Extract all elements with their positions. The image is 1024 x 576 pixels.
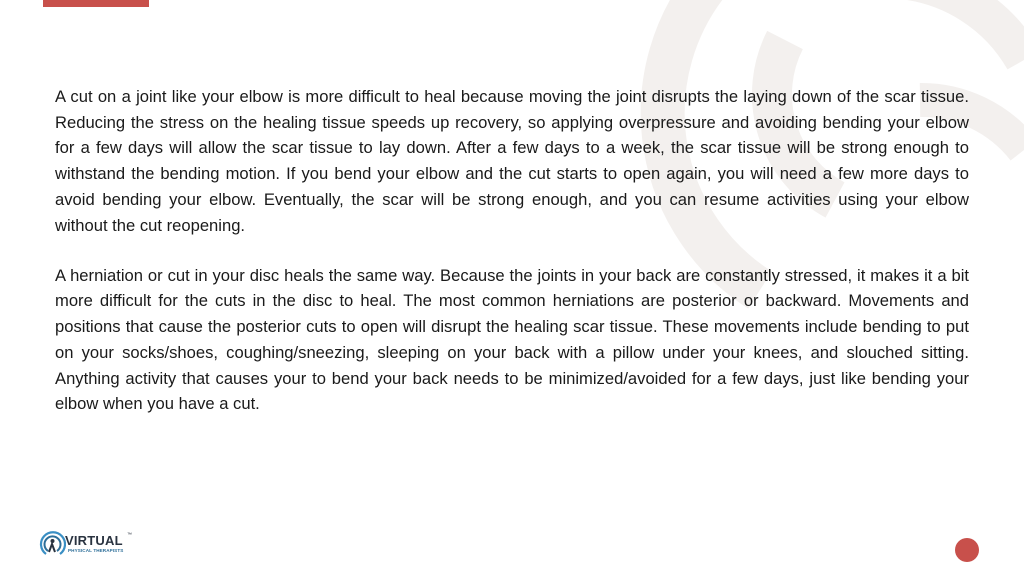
- paragraph-elbow-healing: A cut on a joint like your elbow is more difficult to heal because moving the joint disrupts the laying down of the scar tissue. Reducing the stress on the healing tissue speeds up recovery, so applying overpressure and avoiding bending your elbow for a few days will allow the scar tissue to lay down. After a few days to a week, the scar tissue will be strong enough to withstand the bending motion. If you bend your elbow and the cut starts to open again, you will need a few more days to avoid bending your elbow. Eventually, the scar will be strong enough, and you can resume activities using your elbow without the cut reopening.: [55, 87, 969, 235]
- logo-trademark: ™: [127, 532, 132, 538]
- logo-subtitle: PHYSICAL THERAPISTS: [68, 548, 124, 553]
- concentric-arcs-person-icon: [38, 530, 66, 558]
- logo-name: VIRTUAL: [65, 533, 123, 548]
- top-accent-bar: [43, 0, 149, 7]
- body-text: [55, 84, 969, 441]
- corner-dot: [955, 538, 979, 562]
- virtual-physical-therapists-logo: [38, 530, 138, 560]
- paragraph-disc-healing: A herniation or cut in your disc heals the same way. Because the joints in your back are constantly stressed, it makes it a bit more difficult for the cuts in the disc to heal. The most common herniations are posterior or backward. Movements and positions that cause the posterior cuts to open will disrupt the healing scar tissue. These movements include bending to put on your socks/shoes, coughing/sneezing, sleeping on your back with a pillow under your knees, and slouched sitting. Anything activity that causes your to bend your back needs to be minimized/avoided for a few days, just like bending your elbow when you have a cut.: [55, 265, 969, 414]
